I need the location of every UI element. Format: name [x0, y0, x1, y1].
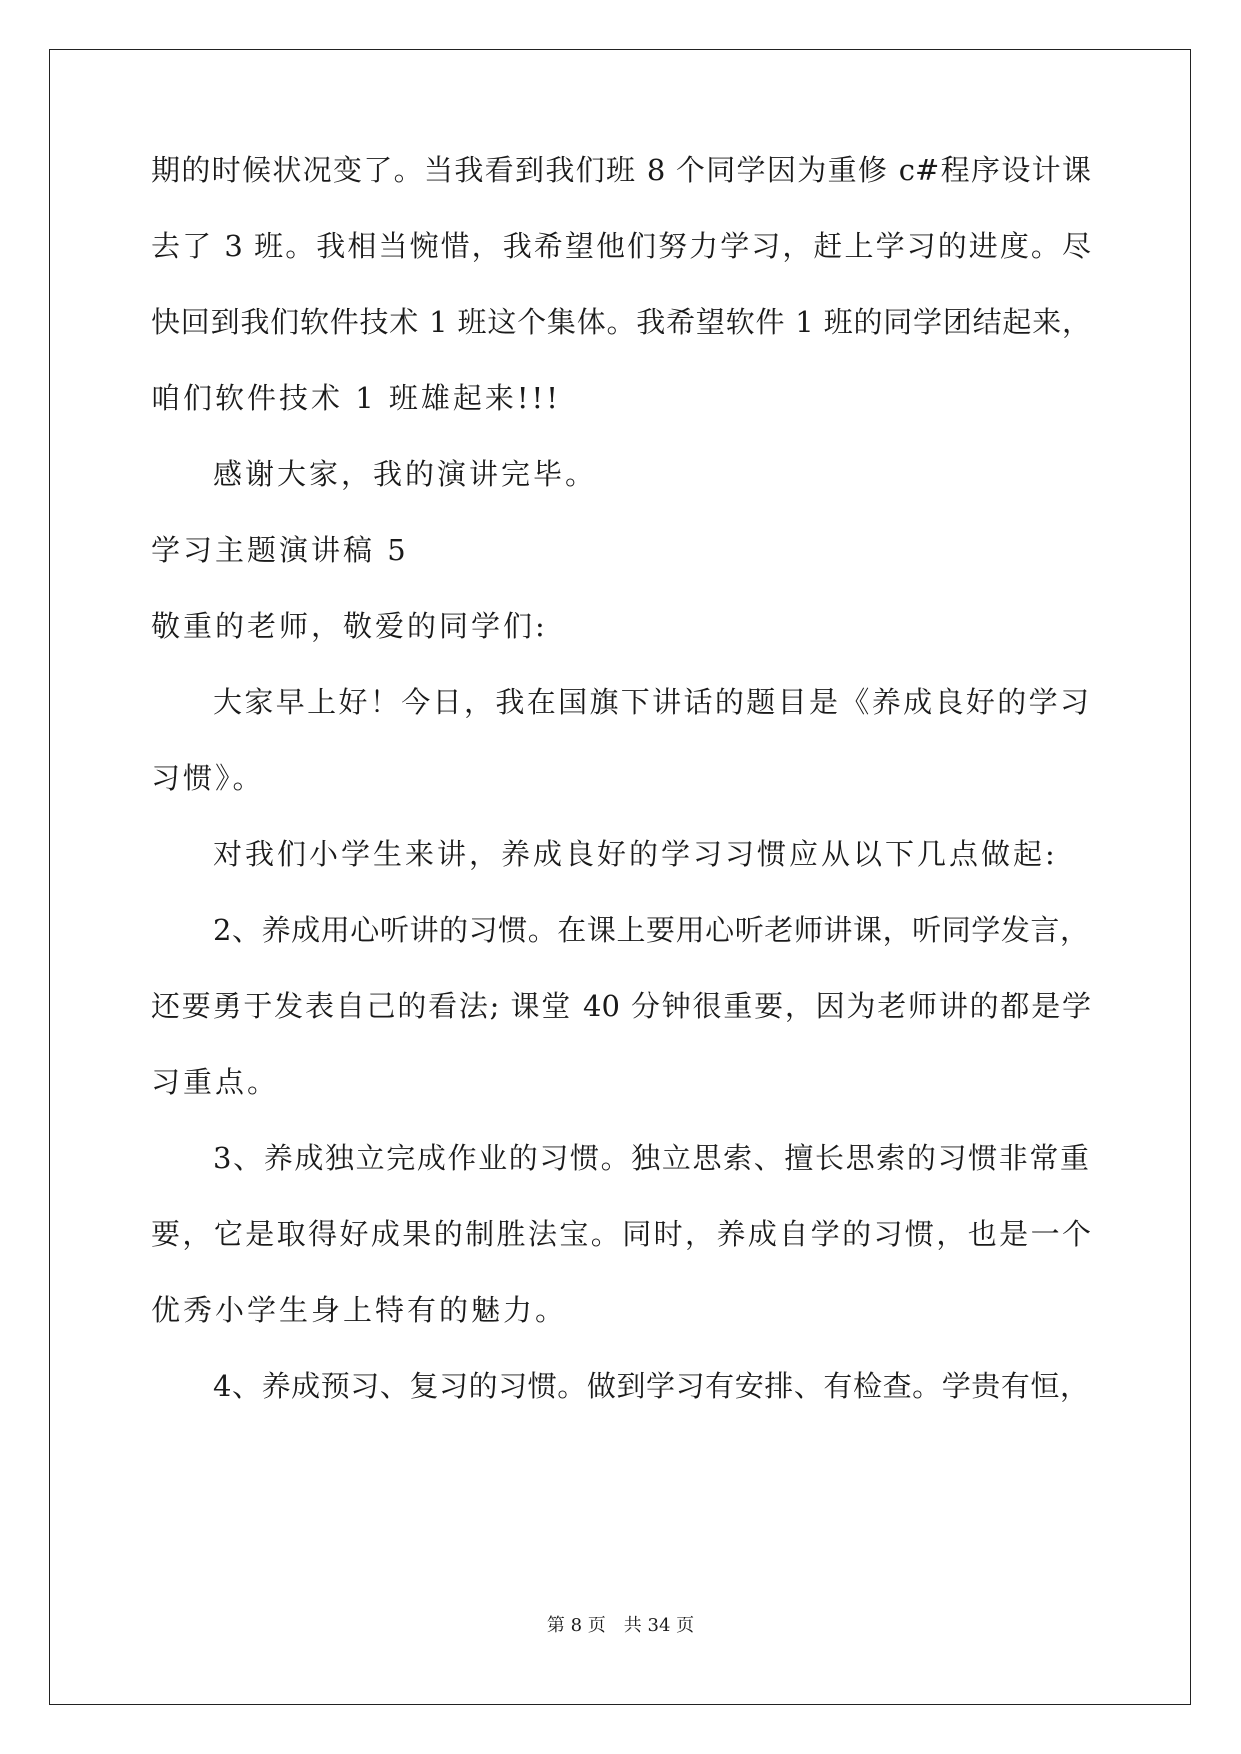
body-line: 感谢大家，我的演讲完毕。 — [213, 457, 598, 491]
page-number: 第 8 页 — [546, 1615, 606, 1636]
body-line: 咱们软件技术 1 班雄起来!!! — [151, 381, 561, 415]
page-footer — [0, 1615, 1241, 1637]
body-line: 大家早上好！今日，我在国旗下讲话的题目是《养成良好的学习 — [213, 685, 1089, 719]
body-line: 期的时候状况变了。当我看到我们班 8 个同学因为重修 c#程序设计课 — [151, 153, 1091, 187]
body-line: 2、养成用心听讲的习惯。在课上要用心听老师讲课，听同学发言， — [213, 913, 1089, 947]
salutation: 敬重的老师，敬爱的同学们: — [151, 609, 548, 643]
body-line: 对我们小学生来讲，养成良好的学习习惯应从以下几点做起: — [213, 837, 1058, 871]
body-line: 习惯》。 — [151, 761, 265, 795]
body-line: 快回到我们软件技术 1 班这个集体。我希望软件 1 班的同学团结起来， — [151, 305, 1091, 339]
body-line: 3、养成独立完成作业的习惯。独立思索、擅长思索的习惯非常重 — [213, 1141, 1089, 1175]
body-line: 优秀小学生身上特有的魅力。 — [151, 1293, 568, 1327]
body-line: 要，它是取得好成果的制胜法宝。同时，养成自学的习惯，也是一个 — [151, 1217, 1091, 1251]
body-line: 还要勇于发表自己的看法; 课堂 40 分钟很重要，因为老师讲的都是学 — [151, 989, 1091, 1023]
page-border — [49, 49, 1191, 1705]
body-line: 去了 3 班。我相当惋惜，我希望他们努力学习，赶上学习的进度。尽 — [151, 229, 1091, 263]
page-total: 共 34 页 — [623, 1615, 695, 1636]
section-heading: 学习主题演讲稿 5 — [151, 533, 409, 567]
body-line: 习重点。 — [151, 1065, 280, 1099]
body-line: 4、养成预习、复习的习惯。做到学习有安排、有检查。学贵有恒， — [213, 1369, 1089, 1403]
